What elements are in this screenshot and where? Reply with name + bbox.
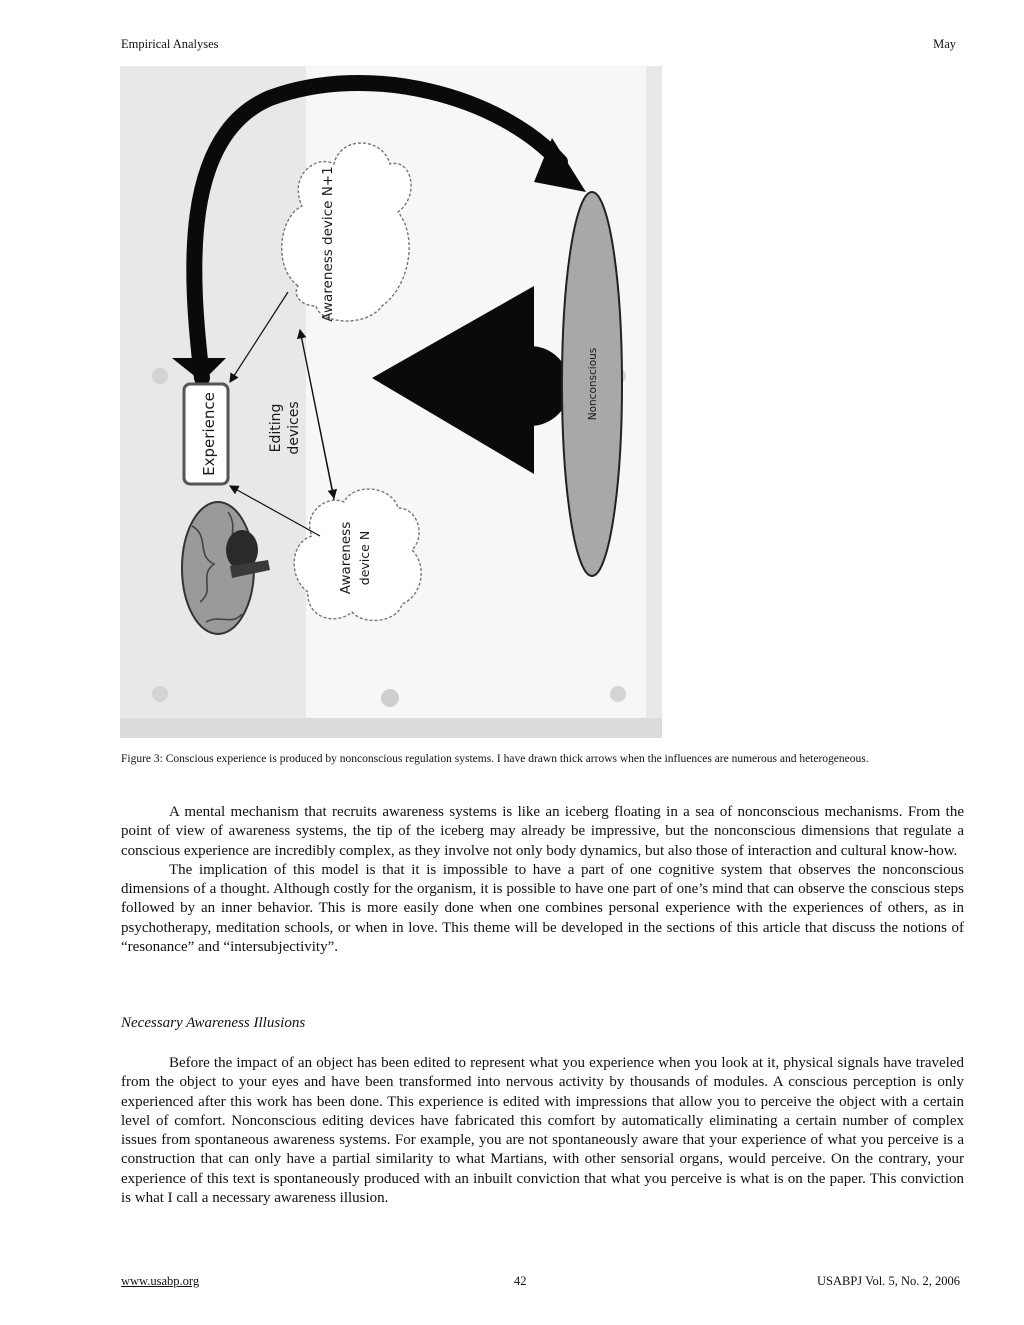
nonconscious-label: Nonconscious (587, 347, 599, 421)
figure-dot (152, 368, 168, 384)
body-text-top (121, 803, 964, 957)
running-header-right: May (933, 37, 956, 51)
section-heading: Necessary Awareness Illusions (121, 1015, 306, 1031)
paragraph: The implication of this model is that it is impossible to have a part of one cognitive system that observes the nonconscious dimensions of a thought. Although costly for the organism, it is possible to have one part of one’s mind that can observe the conscious steps followed by an inner behavior. This is more easily done when one combines personal experience with the experiences of others, as in psychotherapy, meditation schools, or when in love. This theme will be developed in the sections of this article that discuss the notions of “resonance” and “intersubjectivity”. (121, 861, 964, 956)
experience-label: Experience (200, 392, 218, 476)
footer-website-link[interactable]: www.usabp.org (121, 1274, 200, 1288)
journal-citation: USABPJ Vol. 5, No. 2, 2006 (817, 1274, 960, 1288)
page-number: 42 (514, 1274, 527, 1288)
awareness-device-n-label-line2: device N (357, 530, 372, 586)
editing-devices-label-line2: devices (286, 401, 302, 455)
figure-bottom-strip (120, 718, 662, 738)
figure-3 (120, 66, 662, 738)
running-header-left: Empirical Analyses (121, 37, 219, 51)
body-text-section (121, 1054, 964, 1208)
awareness-device-n1-label: Awareness device N+1 (320, 166, 336, 322)
figure-dot (381, 689, 399, 707)
figure-caption: Figure 3: Conscious experience is produced by nonconscious regulation systems. I have drawn thick arrows when the influences are numerous and heterogeneous. (121, 753, 869, 765)
figure-dot (152, 686, 168, 702)
paragraph: Before the impact of an object has been edited to represent what you experience when you look at it, physical signals have traveled from the object to your eyes and have been transformed into nervous activity by thousands of modules. A conscious perception is only experienced after this work has been done. This experience is edited with impressions that allow you to perceive the object with a certain level of comfort. Nonconscious editing devices have fabricated this comfort by automatically eliminating a certain number of complex issues from spontaneous awareness systems. For example, you are not spontaneously aware that your experience of what you perceive is a construction that can only have a partial similarity to what Martians, with other sensorial organs, would perceive. On the contrary, your experience of this text is spontaneously produced with an inbuilt conviction that what you perceive is what is on the paper. This conviction is what I call a necessary awareness illusion. (121, 1055, 964, 1207)
awareness-device-n-label-line1: Awareness (338, 521, 354, 595)
paragraph: A mental mechanism that recruits awareness systems is like an iceberg floating in a sea of nonconscious mechanisms. From the point of view of awareness systems, the tip of the iceberg may already be impressive, but the nonconscious dimensions that regulate a conscious experience are incredibly complex, as they involve not only body dynamics, but also those of interaction and cultural know-how. (121, 804, 964, 859)
editing-devices-label-line1: Editing (268, 403, 284, 453)
figure-dot (610, 686, 626, 702)
